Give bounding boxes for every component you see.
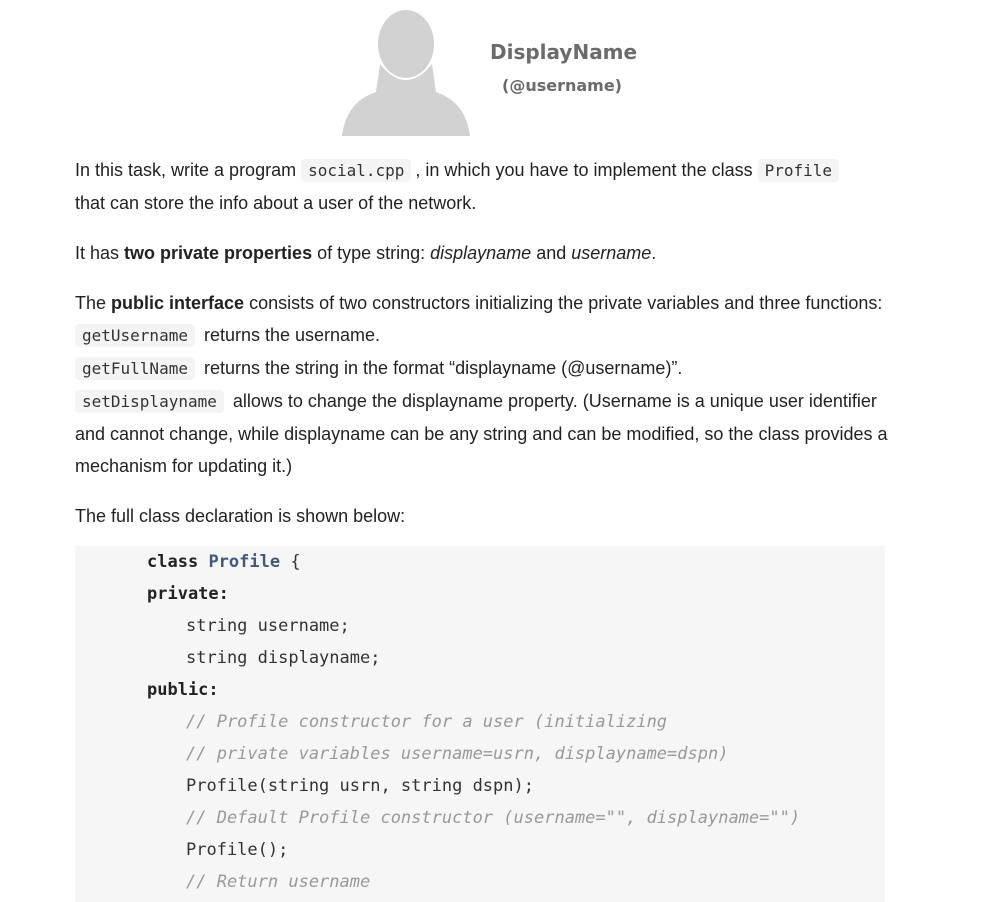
interface-paragraph: [75, 287, 890, 482]
setdisplayname-desc: allows to change the displayname property. (Username is a unique user identifier and cannot change, while displayname can be any string and can be modified, so the class provides a mechanism for updating it.): [75, 391, 888, 476]
code-line-4: string displayname;: [186, 648, 381, 668]
avatar-placeholder-icon: [340, 6, 472, 136]
inline-code-getfullname: getFullName: [75, 357, 195, 380]
properties-text-1: It has: [75, 243, 125, 263]
code-line-2: private:: [147, 584, 229, 604]
properties-bold: two private properties: [124, 243, 313, 263]
properties-italic-1: displayname: [430, 243, 532, 263]
code-brace: {: [280, 552, 301, 572]
properties-text-4: .: [651, 243, 657, 263]
intro-paragraph: [75, 154, 890, 219]
task-description: [75, 154, 890, 550]
interface-bold: public interface: [111, 293, 245, 313]
code-line-8: Profile(string usrn, string dspn);: [186, 776, 534, 796]
intro-text-3: that can store the info about a user of the network.: [75, 193, 477, 213]
code-line-10: Profile();: [186, 840, 289, 860]
properties-italic-2: username: [571, 243, 652, 263]
profile-header: [0, 0, 985, 140]
code-line-6: // Profile constructor for a user (initializing: [186, 712, 668, 732]
code-line-9: // Default Profile constructor (username="", displayname=""): [186, 808, 801, 828]
display-name: DisplayName: [490, 40, 638, 64]
properties-text-2: of type string:: [312, 243, 431, 263]
code-line-3: string username;: [186, 616, 350, 636]
username-handle: (@username): [502, 76, 622, 95]
code-block: [75, 546, 885, 902]
code-line-1: [147, 546, 301, 578]
declaration-intro: The full class declaration is shown below:: [75, 506, 406, 526]
getusername-desc: returns the username.: [198, 325, 381, 345]
code-keyword-class: class: [147, 552, 199, 572]
code-class-name: Profile: [208, 552, 281, 572]
getfullname-desc: returns the string in the format “displayname (@username)”.: [198, 358, 683, 378]
properties-paragraph: [75, 237, 890, 269]
code-line-5: public:: [147, 680, 219, 700]
code-line-7: // private variables username=usrn, displayname=dspn): [186, 744, 729, 764]
inline-code-filename: social.cpp: [301, 159, 411, 182]
intro-text-2: , in which you have to implement the class: [415, 160, 758, 180]
properties-text-3: and: [531, 243, 572, 263]
interface-text-2: consists of two constructors initializing the private variables and three functions:: [244, 293, 883, 313]
interface-text-1: The: [75, 293, 112, 313]
inline-code-classname: Profile: [758, 159, 839, 182]
code-line-11: // Return username: [186, 872, 371, 892]
intro-text-1: In this task, write a program: [75, 160, 302, 180]
inline-code-getusername: getUsername: [75, 324, 195, 347]
inline-code-setdisplayname: setDisplayname: [75, 390, 224, 413]
